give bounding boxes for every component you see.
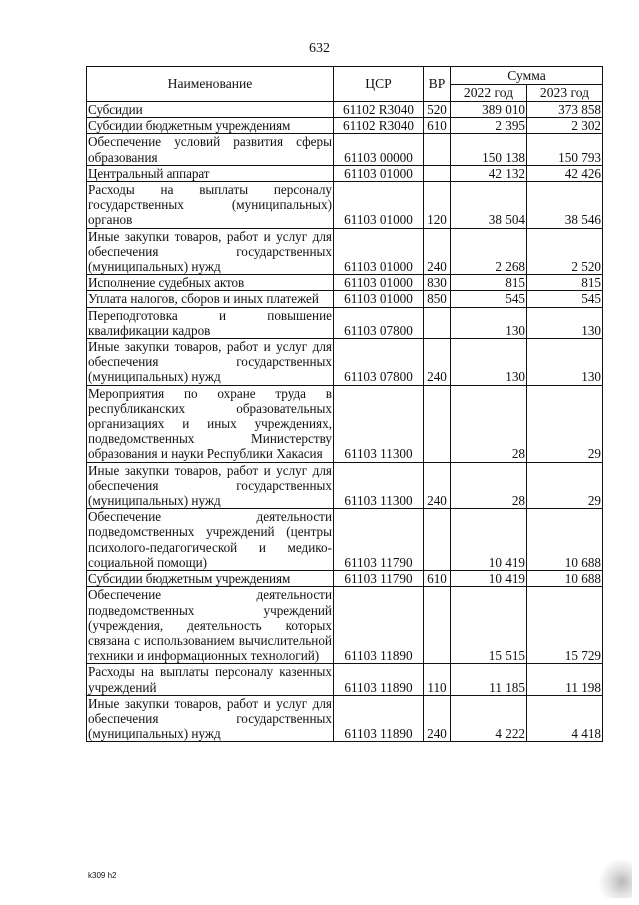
row-vr [424, 385, 451, 462]
row-name: Субсидии бюджетным учреждениям [87, 571, 334, 587]
table-row [87, 118, 603, 134]
row-sum-2022: 2 268 [451, 228, 527, 275]
table-row [87, 165, 603, 181]
row-csr: 61103 07800 [334, 307, 424, 338]
row-csr: 61102 R3040 [334, 118, 424, 134]
row-sum-2023: 29 [527, 462, 603, 509]
row-sum-2022: 2 395 [451, 118, 527, 134]
row-vr: 120 [424, 182, 451, 229]
table-row [87, 695, 603, 742]
row-sum-2023: 11 198 [527, 664, 603, 695]
table-row [87, 571, 603, 587]
row-name: Иные закупки товаров, работ и услуг для обеспечения государственных (муниципальных) нужд [88, 339, 332, 385]
row-sum-2022: 15 515 [451, 587, 527, 664]
row-csr: 61103 01000 [334, 291, 424, 307]
row-sum-2022: 545 [451, 291, 527, 307]
row-sum-2022: 38 504 [451, 182, 527, 229]
row-name: Обеспечение условий развития сферы образования [88, 134, 332, 165]
budget-table [86, 66, 603, 742]
row-sum-2023: 545 [527, 291, 603, 307]
row-name: Обеспечение деятельности подведомственных учреждений (учреждения, деятельность которых связана с использованием вычислительной техники и информационных технологий) [88, 587, 332, 664]
row-sum-2023: 38 546 [527, 182, 603, 229]
row-vr: 110 [424, 664, 451, 695]
row-vr [424, 165, 451, 181]
row-sum-2023: 130 [527, 307, 603, 338]
row-vr: 240 [424, 228, 451, 275]
row-csr: 61103 01000 [334, 275, 424, 291]
row-vr [424, 509, 451, 571]
row-sum-2023: 815 [527, 275, 603, 291]
row-vr [424, 134, 451, 165]
page-number: 632 [309, 41, 330, 56]
row-vr [424, 307, 451, 338]
row-csr: 61103 01000 [334, 182, 424, 229]
table-row [87, 664, 603, 695]
row-name: Иные закупки товаров, работ и услуг для обеспечения государственных (муниципальных) нужд [88, 462, 332, 509]
row-name: Переподготовка и повышение квалификации кадров [88, 307, 332, 338]
row-csr: 61103 01000 [334, 228, 424, 275]
table-row [87, 102, 603, 118]
header-year-2023: 2023 год [527, 85, 603, 102]
footer-code: k309 h2 [88, 871, 117, 880]
row-name: Иные закупки товаров, работ и услуг для обеспечения государственных (муниципальных) нужд [88, 228, 332, 275]
row-sum-2022: 815 [451, 275, 527, 291]
row-sum-2023: 2 302 [527, 118, 603, 134]
row-sum-2022: 130 [451, 339, 527, 386]
row-vr: 240 [424, 695, 451, 742]
row-sum-2023: 10 688 [527, 509, 603, 571]
row-csr: 61102 R3040 [334, 102, 424, 118]
row-csr: 61103 11890 [334, 695, 424, 742]
row-sum-2022: 4 222 [451, 695, 527, 742]
table-row [87, 182, 603, 229]
row-csr: 61103 11300 [334, 385, 424, 462]
row-csr: 61103 11790 [334, 571, 424, 587]
table-row [87, 134, 603, 165]
row-name: Уплата налогов, сборов и иных платежей [87, 291, 334, 307]
header-year-2022: 2022 год [451, 85, 527, 102]
row-sum-2023: 130 [527, 339, 603, 386]
row-sum-2023: 373 858 [527, 102, 603, 118]
row-vr: 240 [424, 462, 451, 509]
header-name: Наименование [87, 67, 334, 102]
row-name: Иные закупки товаров, работ и услуг для обеспечения государственных (муниципальных) нужд [88, 695, 332, 742]
row-csr: 61103 11300 [334, 462, 424, 509]
row-csr: 61103 11890 [334, 587, 424, 664]
row-vr: 240 [424, 339, 451, 386]
table-row [87, 587, 603, 664]
row-sum-2022: 130 [451, 307, 527, 338]
row-sum-2022: 10 419 [451, 509, 527, 571]
table-row [87, 228, 603, 275]
row-vr [424, 587, 451, 664]
table-row [87, 385, 603, 462]
row-csr: 61103 07800 [334, 339, 424, 386]
row-sum-2023: 4 418 [527, 695, 603, 742]
row-name: Субсидии бюджетным учреждениям [87, 118, 334, 134]
header-sum: Сумма [451, 67, 603, 85]
row-sum-2023: 15 729 [527, 587, 603, 664]
header-vr: ВР [424, 67, 451, 102]
row-sum-2023: 29 [527, 385, 603, 462]
table-row [87, 462, 603, 509]
row-sum-2022: 28 [451, 462, 527, 509]
row-name: Исполнение судебных актов [87, 275, 334, 291]
row-sum-2022: 42 132 [451, 165, 527, 181]
row-sum-2023: 150 793 [527, 134, 603, 165]
row-sum-2022: 11 185 [451, 664, 527, 695]
table-row [87, 307, 603, 338]
row-name: Обеспечение деятельности подведомственных учреждений (центры психолого-педагогической и медико-социальной помощи) [88, 509, 332, 570]
row-csr: 61103 00000 [334, 134, 424, 165]
row-vr: 610 [424, 571, 451, 587]
row-name: Расходы на выплаты персоналу государственных (муниципальных) органов [88, 182, 332, 228]
row-csr: 61103 01000 [334, 165, 424, 181]
row-name: Расходы на выплаты персоналу казенных учреждений [88, 664, 332, 695]
row-name: Мероприятия по охране труда в республиканских образовательных организациях и иных учреждениях, подведомственных Министерству образования и науки Республики Хакасия [88, 385, 332, 462]
table-row [87, 339, 603, 386]
row-sum-2022: 10 419 [451, 571, 527, 587]
header-csr: ЦСР [334, 67, 424, 102]
row-sum-2023: 42 426 [527, 165, 603, 181]
table-row [87, 275, 603, 291]
row-csr: 61103 11790 [334, 509, 424, 571]
row-csr: 61103 11890 [334, 664, 424, 695]
row-sum-2023: 10 688 [527, 571, 603, 587]
scan-artifact [598, 858, 632, 898]
row-sum-2022: 28 [451, 385, 527, 462]
row-name: Субсидии [87, 102, 334, 118]
row-vr: 830 [424, 275, 451, 291]
row-sum-2023: 2 520 [527, 228, 603, 275]
table-row [87, 509, 603, 571]
table-row [87, 291, 603, 307]
row-name: Центральный аппарат [87, 165, 334, 181]
row-sum-2022: 389 010 [451, 102, 527, 118]
row-vr: 610 [424, 118, 451, 134]
row-sum-2022: 150 138 [451, 134, 527, 165]
row-vr: 520 [424, 102, 451, 118]
row-vr: 850 [424, 291, 451, 307]
